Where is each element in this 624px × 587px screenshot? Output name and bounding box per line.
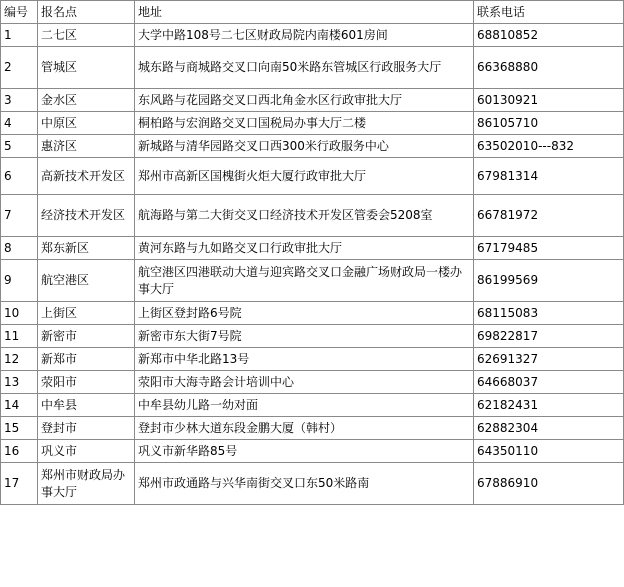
table-row xyxy=(1,371,624,394)
cell-site: 经济技术开发区 xyxy=(38,195,135,237)
cell-address: 中牟县幼儿路一幼对面 xyxy=(135,394,474,417)
cell-phone: 68810852 xyxy=(474,24,624,47)
cell-site: 郑东新区 xyxy=(38,237,135,260)
cell-address: 巩义市新华路85号 xyxy=(135,440,474,463)
cell-phone: 64350110 xyxy=(474,440,624,463)
cell-site: 上街区 xyxy=(38,302,135,325)
table-row xyxy=(1,158,624,195)
cell-site: 新密市 xyxy=(38,325,135,348)
cell-phone: 67886910 xyxy=(474,463,624,505)
cell-number: 12 xyxy=(1,348,38,371)
cell-address: 登封市少林大道东段金鹏大厦（韩村） xyxy=(135,417,474,440)
table-row xyxy=(1,195,624,237)
table-row xyxy=(1,348,624,371)
cell-number: 10 xyxy=(1,302,38,325)
cell-address: 新郑市中华北路13号 xyxy=(135,348,474,371)
cell-phone: 86105710 xyxy=(474,112,624,135)
table-row xyxy=(1,302,624,325)
cell-number: 4 xyxy=(1,112,38,135)
cell-site: 航空港区 xyxy=(38,260,135,302)
table-row xyxy=(1,463,624,505)
cell-phone: 68115083 xyxy=(474,302,624,325)
cell-number: 2 xyxy=(1,47,38,89)
cell-address: 航海路与第二大街交叉口经济技术开发区管委会5208室 xyxy=(135,195,474,237)
cell-address: 郑州市高新区国槐街火炬大厦行政审批大厅 xyxy=(135,158,474,195)
cell-address: 荥阳市大海寺路会计培训中心 xyxy=(135,371,474,394)
cell-number: 5 xyxy=(1,135,38,158)
cell-address: 大学中路108号二七区财政局院内南楼601房间 xyxy=(135,24,474,47)
cell-address: 黄河东路与九如路交叉口行政审批大厅 xyxy=(135,237,474,260)
table-row xyxy=(1,237,624,260)
table-row xyxy=(1,112,624,135)
cell-site: 中牟县 xyxy=(38,394,135,417)
cell-phone: 63502010---832 xyxy=(474,135,624,158)
cell-site: 登封市 xyxy=(38,417,135,440)
cell-phone: 86199569 xyxy=(474,260,624,302)
header-phone: 联系电话 xyxy=(474,1,624,24)
table-row xyxy=(1,24,624,47)
table-row xyxy=(1,440,624,463)
cell-number: 15 xyxy=(1,417,38,440)
cell-site: 管城区 xyxy=(38,47,135,89)
cell-number: 8 xyxy=(1,237,38,260)
cell-site: 中原区 xyxy=(38,112,135,135)
cell-address: 城东路与商城路交叉口向南50米路东管城区行政服务大厅 xyxy=(135,47,474,89)
cell-site: 高新技术开发区 xyxy=(38,158,135,195)
cell-phone: 62182431 xyxy=(474,394,624,417)
cell-site: 郑州市财政局办事大厅 xyxy=(38,463,135,505)
cell-phone: 62882304 xyxy=(474,417,624,440)
cell-phone: 60130921 xyxy=(474,89,624,112)
cell-number: 6 xyxy=(1,158,38,195)
cell-site: 金水区 xyxy=(38,89,135,112)
cell-phone: 64668037 xyxy=(474,371,624,394)
cell-phone: 62691327 xyxy=(474,348,624,371)
table-row xyxy=(1,325,624,348)
table-row xyxy=(1,47,624,89)
cell-phone: 69822817 xyxy=(474,325,624,348)
cell-number: 14 xyxy=(1,394,38,417)
cell-phone: 67179485 xyxy=(474,237,624,260)
table-row xyxy=(1,394,624,417)
table-body xyxy=(1,24,624,505)
cell-site: 巩义市 xyxy=(38,440,135,463)
cell-number: 3 xyxy=(1,89,38,112)
cell-number: 7 xyxy=(1,195,38,237)
cell-site: 新郑市 xyxy=(38,348,135,371)
cell-site: 荥阳市 xyxy=(38,371,135,394)
header-address: 地址 xyxy=(135,1,474,24)
header-number: 编号 xyxy=(1,1,38,24)
cell-number: 16 xyxy=(1,440,38,463)
cell-number: 1 xyxy=(1,24,38,47)
table-header-row xyxy=(1,1,624,24)
table-row xyxy=(1,89,624,112)
cell-address: 郑州市政通路与兴华南街交叉口东50米路南 xyxy=(135,463,474,505)
cell-address: 新城路与清华园路交叉口西300米行政服务中心 xyxy=(135,135,474,158)
cell-site: 二七区 xyxy=(38,24,135,47)
cell-number: 9 xyxy=(1,260,38,302)
table-row xyxy=(1,135,624,158)
cell-address: 桐柏路与宏润路交叉口国税局办事大厅二楼 xyxy=(135,112,474,135)
cell-address: 新密市东大街7号院 xyxy=(135,325,474,348)
cell-address: 上街区登封路6号院 xyxy=(135,302,474,325)
cell-site: 惠济区 xyxy=(38,135,135,158)
header-site: 报名点 xyxy=(38,1,135,24)
cell-address: 东风路与花园路交叉口西北角金水区行政审批大厅 xyxy=(135,89,474,112)
cell-phone: 67981314 xyxy=(474,158,624,195)
cell-phone: 66368880 xyxy=(474,47,624,89)
table-row xyxy=(1,417,624,440)
cell-number: 11 xyxy=(1,325,38,348)
cell-number: 17 xyxy=(1,463,38,505)
cell-number: 13 xyxy=(1,371,38,394)
cell-address: 航空港区四港联动大道与迎宾路交叉口金融广场财政局一楼办事大厅 xyxy=(135,260,474,302)
cell-phone: 66781972 xyxy=(474,195,624,237)
table-row xyxy=(1,260,624,302)
